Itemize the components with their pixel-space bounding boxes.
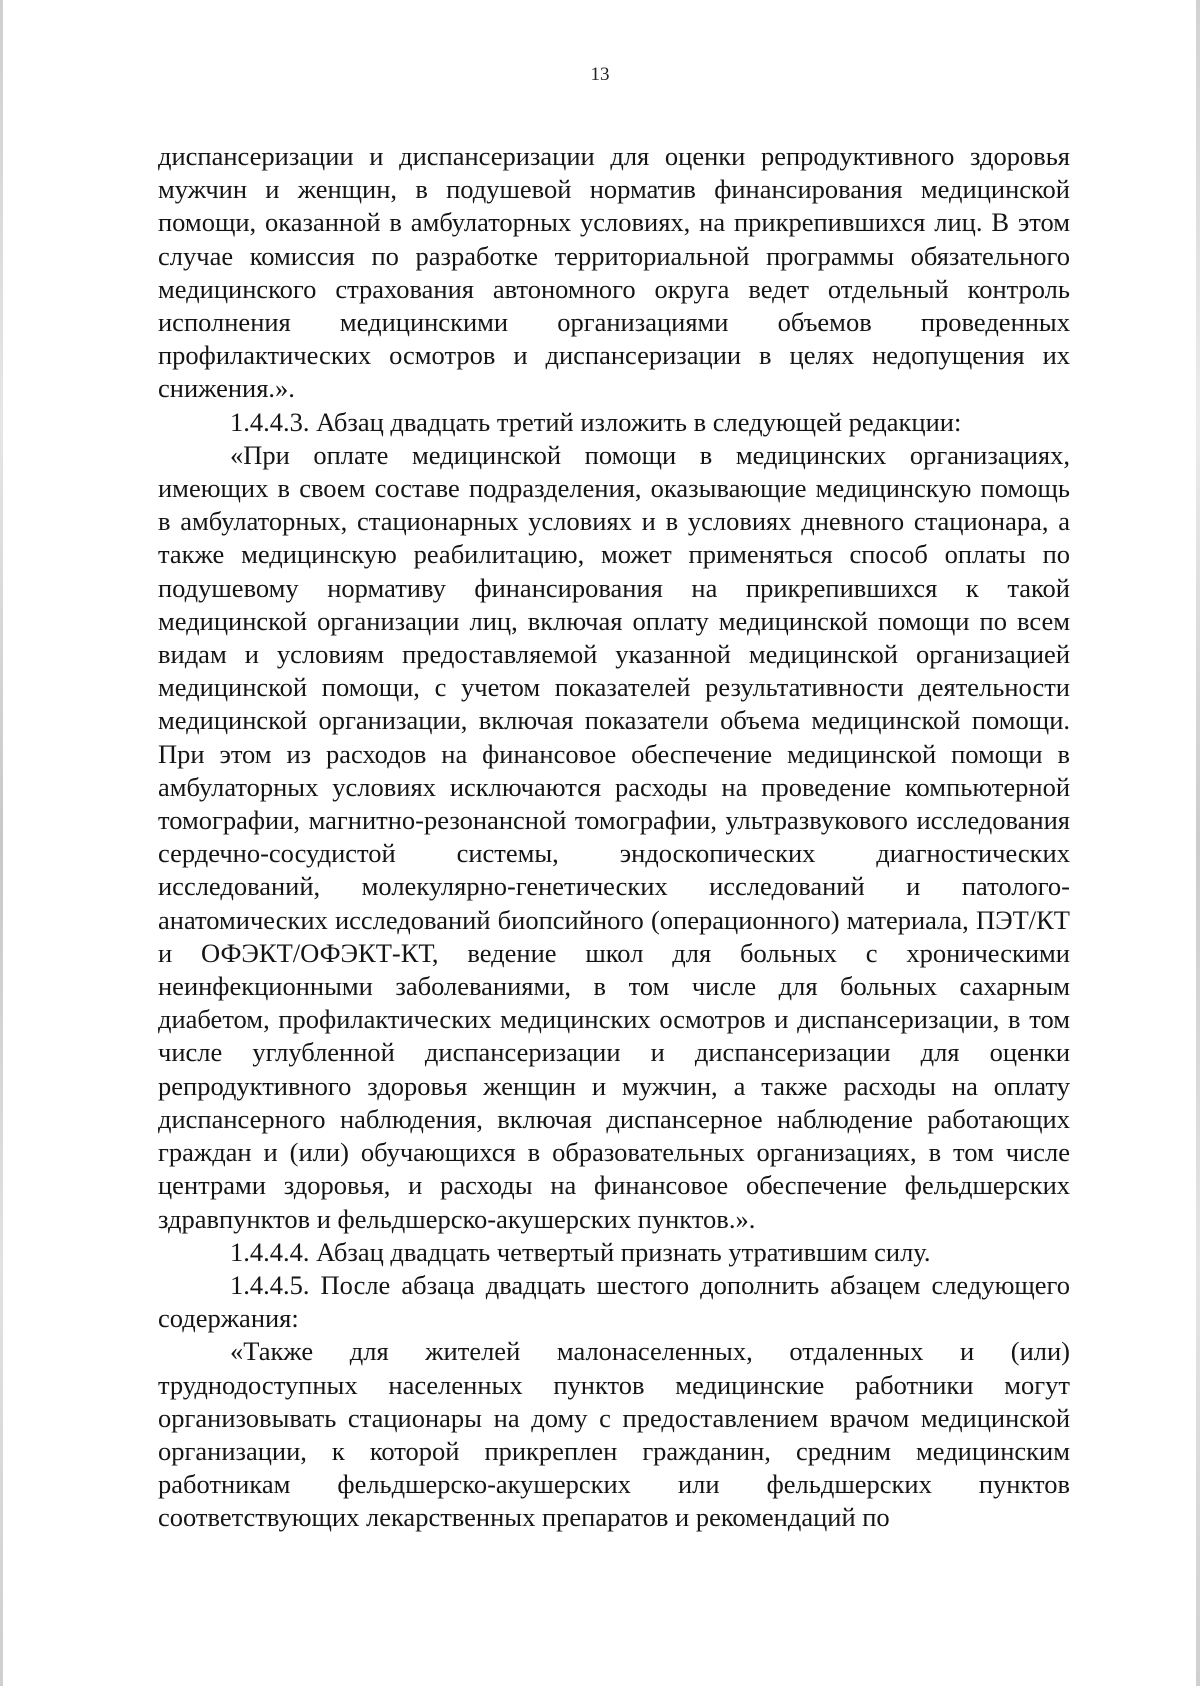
scan-edge-right [1196,0,1200,1686]
paragraph-quote-2: «Также для жителей малонаселенных, отдаленных и (или) труднодоступных населенных пунктов медицинские работники могут организовывать стационары на дому с предоставлением врачом медицинской организации, к которой прикреплен гражданин, средним медицинским работникам фельдшерско-акушерских или фельдшерских пунктов соответствующих лекарственных препаратов и рекомендаций по [158,1336,1070,1533]
document-body [158,140,1070,1535]
scan-edge-left [0,0,3,1686]
paragraph-quote-1: «При оплате медицинской помощи в медицинских организациях, имеющих в своем составе подразделения, оказывающие медицинскую помощь в амбулаторных, стационарных условиях и в условиях дневного стационара, а также медицинскую реабилитацию, может применяться способ оплаты по подушевому нормативу финансирования на прикрепившихся к такой медицинской организации лиц, включая оплату медицинской помощи по всем видам и условиям предоставляемой указанной медицинской организацией медицинской помощи, с учетом показателей результативности деятельности медицинской организации, включая показатели объема медицинской помощи. При этом из расходов на финансовое обеспечение медицинской помощи в амбулаторных условиях исключаются расходы на проведение компьютерной томографии, магнитно-резонансной томографии, ультразвукового исследования сердечно-сосудистой системы, эндоскопических диагностических исследований, молекулярно-генетических исследований и патолого-анатомических исследований биопсийного (операционного) материала, ПЭТ/КТ и ОФЭКТ/ОФЭКТ-КТ, ведение школ для больных с хроническими неинфекционными заболеваниями, в том числе для больных сахарным диабетом, профилактических медицинских осмотров и диспансеризации, в том числе углубленной диспансеризации и диспансеризации для оценки репродуктивного здоровья женщин и мужчин, а также расходы на оплату диспансерного наблюдения, включая диспансерное наблюдение работающих граждан и (или) обучающихся в образовательных организациях, в том числе центрами здоровья, и расходы на финансовое обеспечение фельдшерских здравпунктов и фельдшерско-акушерских пунктов.». [158,439,1070,1234]
page-number: 13 [590,64,610,85]
paragraph-item-1-4-4-4: 1.4.4.4. Абзац двадцать четвертый признать утратившим силу. [230,1236,931,1267]
paragraph-item-1-4-4-5: 1.4.4.5. После абзаца двадцать шестого дополнить абзацем следующего содержания: [158,1269,1070,1334]
paragraph-continuation: диспансеризации и диспансеризации для оценки репродуктивного здоровья мужчин и женщин, в подушевой норматив финансирования медицинской помощи, оказанной в амбулаторных условиях, на прикрепившихся лиц. В этом случае комиссия по разработке территориальной программы обязательного медицинского страхования автономного округа ведет отдельный контроль исполнения медицинскими организациями объемов проведенных профилактических осмотров и диспансеризации в целях недопущения их снижения.». [158,141,1070,404]
paragraph-item-1-4-4-3: 1.4.4.3. Абзац двадцать третий изложить в следующей редакции: [230,406,962,437]
